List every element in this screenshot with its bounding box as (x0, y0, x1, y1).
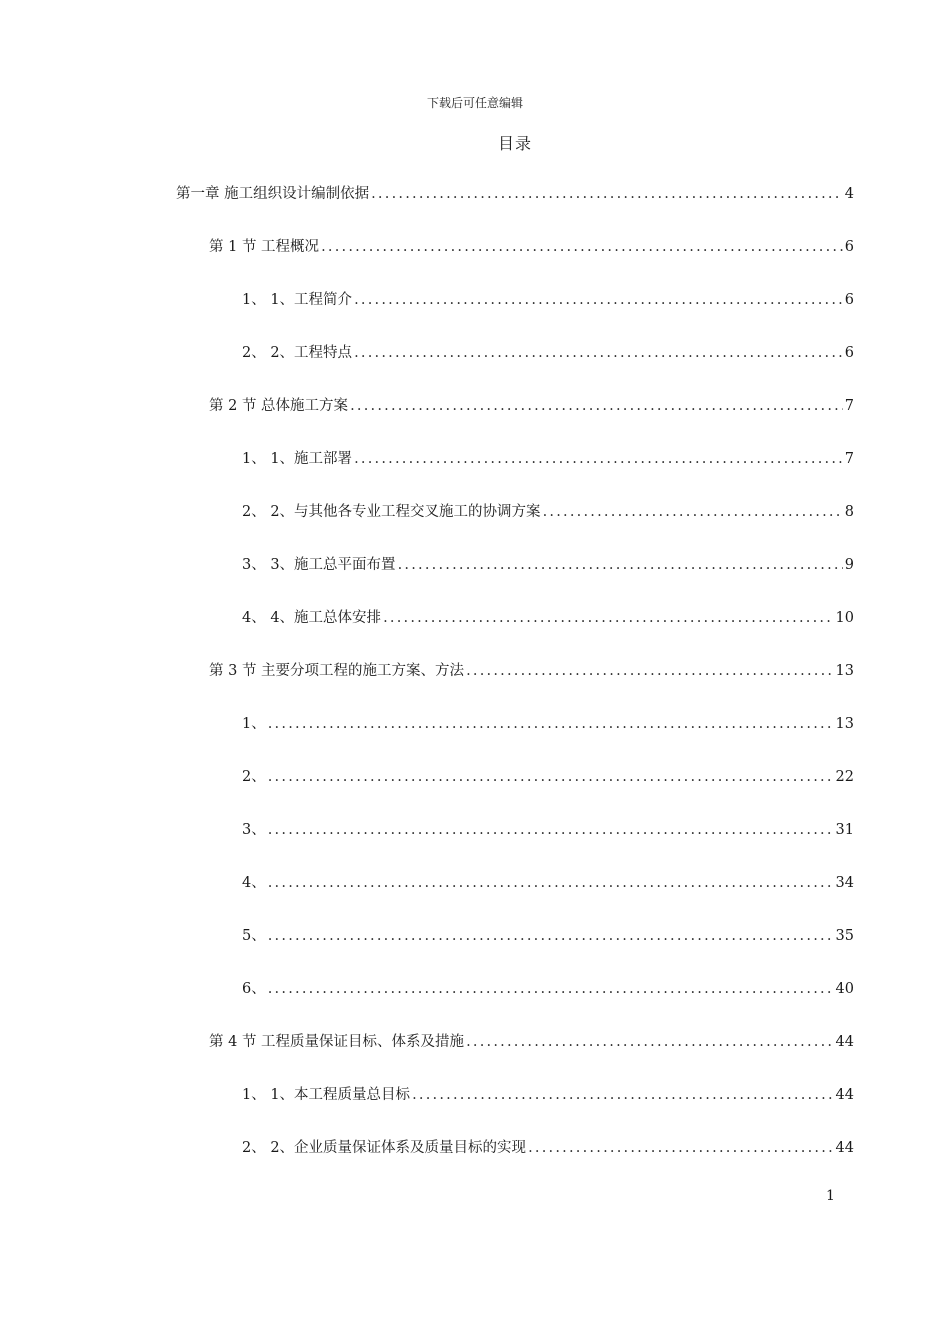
toc-entry-label: 5、 (242, 928, 266, 944)
toc-dot-leader (268, 769, 834, 785)
toc-entry-label: 第 2 节 总体施工方案 (209, 398, 349, 414)
toc-dot-leader (354, 345, 843, 361)
toc-entry-page: 40 (835, 981, 854, 997)
page-number: 1 (826, 1188, 835, 1204)
toc-dot-leader (268, 928, 834, 944)
toc-entry-page: 6 (844, 345, 854, 361)
toc-entry-label: 2、 2、工程特点 (242, 345, 353, 361)
toc-entry-page: 13 (835, 716, 854, 732)
toc-entry[interactable] (242, 871, 854, 895)
toc-entry[interactable] (242, 977, 854, 1001)
toc-entry-label: 1、 1、本工程质量总目标 (242, 1087, 411, 1103)
toc-dot-leader (371, 186, 843, 202)
toc-entry-page: 7 (844, 451, 854, 467)
toc-entry[interactable] (242, 447, 854, 471)
toc-dot-leader (528, 1140, 833, 1156)
toc-entry-page: 10 (835, 610, 854, 626)
toc-entry-label: 6、 (242, 981, 266, 997)
toc-entry-page: 9 (844, 557, 854, 573)
toc-entry[interactable] (242, 818, 854, 842)
toc-entry-label: 第 1 节 工程概况 (209, 239, 320, 255)
toc-entry-label: 2、 (242, 769, 266, 785)
toc-entry[interactable] (242, 1083, 854, 1107)
toc-entry[interactable] (242, 500, 854, 524)
toc-entry-page: 44 (835, 1034, 854, 1050)
toc-entry[interactable] (242, 765, 854, 789)
toc-entry[interactable] (242, 712, 854, 736)
toc-entry-label: 2、 2、企业质量保证体系及质量目标的实现 (242, 1140, 527, 1156)
toc-entry[interactable] (209, 659, 854, 683)
toc-entry-page: 7 (844, 398, 854, 414)
toc-dot-leader (321, 239, 843, 255)
toc-entry[interactable] (242, 1136, 854, 1160)
toc-dot-leader (354, 292, 843, 308)
toc-dot-leader (543, 504, 843, 520)
toc-entry-page: 22 (835, 769, 854, 785)
toc-entry-label: 1、 (242, 716, 266, 732)
toc-entry[interactable] (242, 288, 854, 312)
toc-dot-leader (354, 451, 843, 467)
toc-entry-page: 6 (844, 292, 854, 308)
toc-entry[interactable] (242, 341, 854, 365)
toc-entry[interactable] (242, 924, 854, 948)
toc-entry-page: 35 (835, 928, 854, 944)
toc-entry-label: 2、 2、与其他各专业工程交叉施工的协调方案 (242, 504, 541, 520)
toc-entry[interactable] (209, 394, 854, 418)
toc-dot-leader (383, 610, 833, 626)
toc-dot-leader (466, 1034, 833, 1050)
toc-entry-label: 4、 4、施工总体安排 (242, 610, 382, 626)
toc-entry-label: 1、 1、施工部署 (242, 451, 353, 467)
toc-entry-label: 第 4 节 工程质量保证目标、体系及措施 (209, 1034, 465, 1050)
toc-entry-page: 8 (844, 504, 854, 520)
toc-entry-label: 4、 (242, 875, 266, 891)
toc-entry-label: 3、 3、施工总平面布置 (242, 557, 396, 573)
toc-dot-leader (268, 716, 834, 732)
toc-entry-label: 1、 1、工程简介 (242, 292, 353, 308)
toc-title: 目录 (497, 134, 532, 153)
toc-entry-page: 13 (835, 663, 854, 679)
toc-dot-leader (268, 875, 834, 891)
toc-entry-page: 31 (835, 822, 854, 838)
toc-entry-page: 34 (835, 875, 854, 891)
toc-entry-label: 3、 (242, 822, 266, 838)
toc-entry[interactable] (242, 553, 854, 577)
toc-dot-leader (412, 1087, 833, 1103)
toc-entry-page: 44 (835, 1140, 854, 1156)
toc-dot-leader (350, 398, 843, 414)
toc-dot-leader (268, 822, 834, 838)
toc-entry[interactable] (242, 606, 854, 630)
header-note: 下载后可任意编辑 (426, 96, 523, 110)
toc-entry-label: 第一章 施工组织设计编制依据 (176, 186, 370, 202)
toc-dot-leader (268, 981, 834, 997)
toc-entry-page: 44 (835, 1087, 854, 1103)
toc-entry-page: 4 (844, 186, 854, 202)
toc-entry[interactable] (209, 235, 854, 259)
toc-entry[interactable] (209, 1030, 854, 1054)
toc-dot-leader (466, 663, 833, 679)
toc-dot-leader (398, 557, 843, 573)
toc-entry-label: 第 3 节 主要分项工程的施工方案、方法 (209, 663, 465, 679)
toc-entry-page: 6 (844, 239, 854, 255)
toc-entry[interactable] (176, 182, 854, 206)
